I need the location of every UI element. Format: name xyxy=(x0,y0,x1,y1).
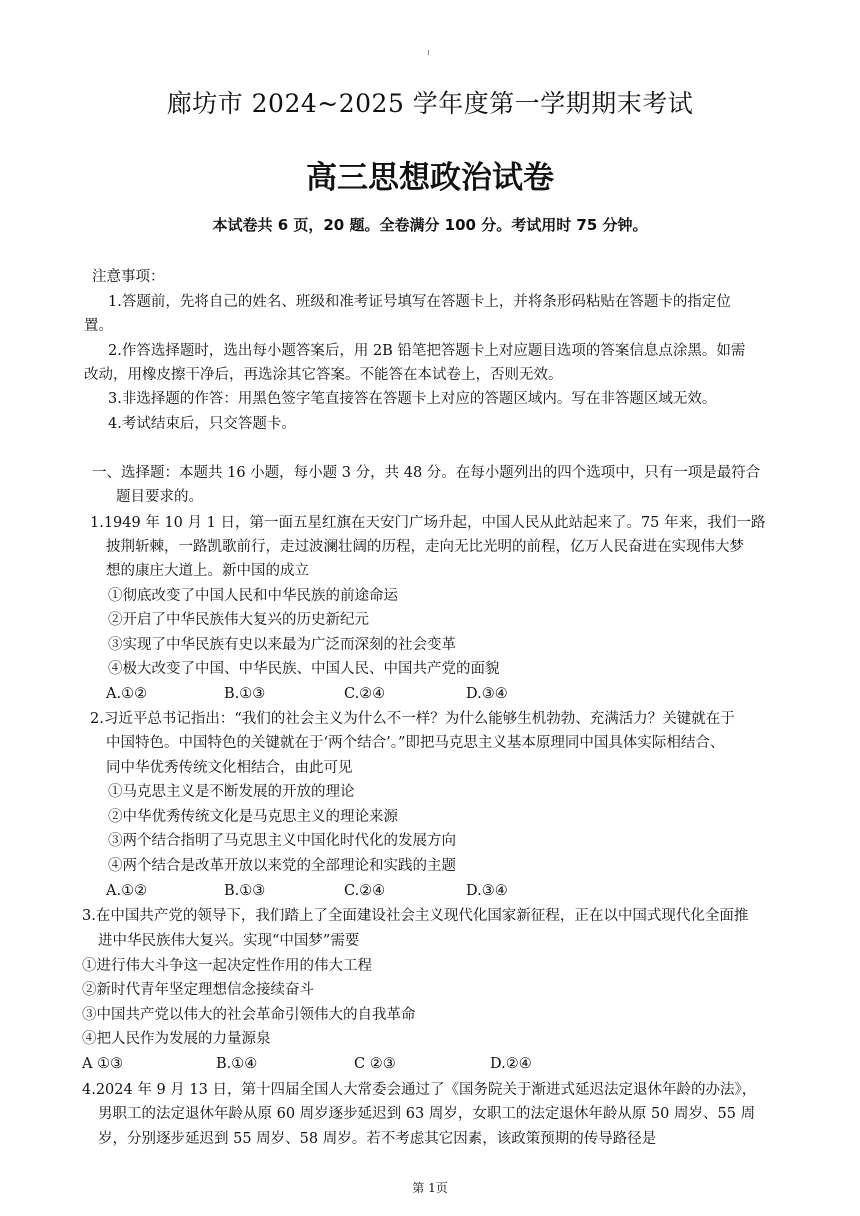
q1-stem-line-2: 披荆斩棘，一路凯歌前行，走过波澜壮阔的历程，走向无比光明的前程，亿万人民奋进在实现伟大梦 xyxy=(106,539,744,555)
q2-statement-4: ④两个结合是改革开放以来党的全部理论和实践的主题 xyxy=(108,858,456,874)
exam-title: 廊坊市 2024~2025 学年度第一学期期末考试 xyxy=(166,89,694,118)
subject-title: 高三思想政治试卷 xyxy=(306,160,554,196)
section-1-instructions: 一、选择题：本题共 16 小题，每小题 3 分，共 48 分。在每小题列出的四个选项中，只有一项是最符合 xyxy=(92,465,761,481)
q1-stem-line-3: 想的康庄大道上。新中国的成立 xyxy=(106,563,309,579)
q2-option-a[interactable]: A.①② xyxy=(106,883,148,899)
q3-statement-3: ③中国共产党以伟大的社会革命引领伟大的自我革命 xyxy=(82,1007,416,1023)
exam-info: 本试卷共 6 页，20 题。全卷满分 100 分。考试用时 75 分钟。 xyxy=(212,216,648,234)
q1-option-c[interactable]: C.②④ xyxy=(344,686,386,702)
note-4: 4.考试结束后，只交答题卡。 xyxy=(108,416,296,432)
q4-stem-line-2: 男职工的法定退休年龄从原 60 周岁逐步延迟到 63 周岁，女职工的法定退休年龄从原 50 周岁、55 周 xyxy=(98,1106,756,1122)
q3-option-d[interactable]: D.②④ xyxy=(490,1056,532,1072)
note-1-line-1: 1.答题前，先将自己的姓名、班级和准考证号填写在答题卡上，并将条形码粘贴在答题卡的指定位 xyxy=(108,294,731,310)
q2-stem-line-2: 中国特色。中国特色的关键就在于‘两个结合’。”即把马克思主义基本原理同中国具体实际相结合、 xyxy=(106,735,725,751)
q1-option-b[interactable]: B.①③ xyxy=(224,686,266,702)
q3-statement-1: ①进行伟大斗争这一起决定性作用的伟大工程 xyxy=(82,958,372,974)
q1-option-a[interactable]: A.①② xyxy=(106,686,148,702)
q2-stem-line-3: 同中华优秀传统文化相结合，由此可见 xyxy=(106,760,353,776)
q2-statement-1: ①马克思主义是不断发展的开放的理论 xyxy=(108,784,355,800)
q2-option-c[interactable]: C.②④ xyxy=(344,883,386,899)
q1-statement-3: ③实现了中华民族有史以来最为广泛而深刻的社会变革 xyxy=(108,637,456,653)
q2-statement-2: ②中华优秀传统文化是马克思主义的理论来源 xyxy=(108,809,398,825)
notes-heading: 注意事项： xyxy=(92,269,165,285)
section-1-instructions-cont: 题目要求的。 xyxy=(116,489,203,505)
q2-stem-line-1: 2.习近平总书记指出：“我们的社会主义为什么不一样？为什么能够生机勃勃、充满活力？关键就在于 xyxy=(90,711,735,727)
note-2-line-2: 改动，用橡皮擦干净后，再选涂其它答案。不能答在本试卷上，否则无效。 xyxy=(84,367,563,383)
q2-option-d[interactable]: D.③④ xyxy=(466,883,508,899)
q4-stem-line-1: 4.2024 年 9 月 13 日，第十四届全国人大常委会通过了《国务院关于渐进式延迟法定退休年龄的办法》， xyxy=(82,1082,757,1098)
q3-option-a[interactable]: A ①③ xyxy=(82,1056,124,1072)
top-mark xyxy=(428,50,429,55)
q3-stem-line-1: 3.在中国共产党的领导下，我们踏上了全面建设社会主义现代化国家新征程，正在以中国式现代化全面推 xyxy=(82,908,749,924)
q3-option-c[interactable]: C ②③ xyxy=(354,1056,396,1072)
q1-stem-line-1: 1.1949 年 10 月 1 日，第一面五星红旗在天安门广场升起，中国人民从此站起来了。75 年来，我们一路 xyxy=(90,515,766,531)
q1-statement-1: ①彻底改变了中国人民和中华民族的前途命运 xyxy=(108,588,398,604)
note-1-line-2: 置。 xyxy=(84,318,113,334)
q1-statement-2: ②开启了中华民族伟大复兴的历史新纪元 xyxy=(108,612,369,628)
note-3: 3.非选择题的作答：用黑色签字笔直接答在答题卡上对应的答题区域内。写在非答题区域无效。 xyxy=(108,391,717,407)
q2-statement-3: ③两个结合指明了马克思主义中国化时代化的发展方向 xyxy=(108,833,456,849)
q3-statement-4: ④把人民作为发展的力量源泉 xyxy=(82,1031,271,1047)
q3-option-b[interactable]: B.①④ xyxy=(216,1056,258,1072)
q4-stem-line-3: 岁，分别逐步延迟到 55 周岁、58 周岁。若不考虑其它因素，该政策预期的传导路径是 xyxy=(98,1131,657,1147)
note-2-line-1: 2.作答选择题时，选出每小题答案后，用 2B 铅笔把答题卡上对应题目选项的答案信息点涂黑。如需 xyxy=(108,343,746,359)
q1-option-d[interactable]: D.③④ xyxy=(466,686,508,702)
page-number: 第 1页 xyxy=(412,1181,448,1195)
q3-stem-line-2: 进中华民族伟大复兴。实现“中国梦”需要 xyxy=(98,933,360,949)
q1-statement-4: ④极大改变了中国、中华民族、中国人民、中国共产党的面貌 xyxy=(108,661,500,677)
q3-statement-2: ②新时代青年坚定理想信念接续奋斗 xyxy=(82,982,314,998)
q2-option-b[interactable]: B.①③ xyxy=(224,883,266,899)
